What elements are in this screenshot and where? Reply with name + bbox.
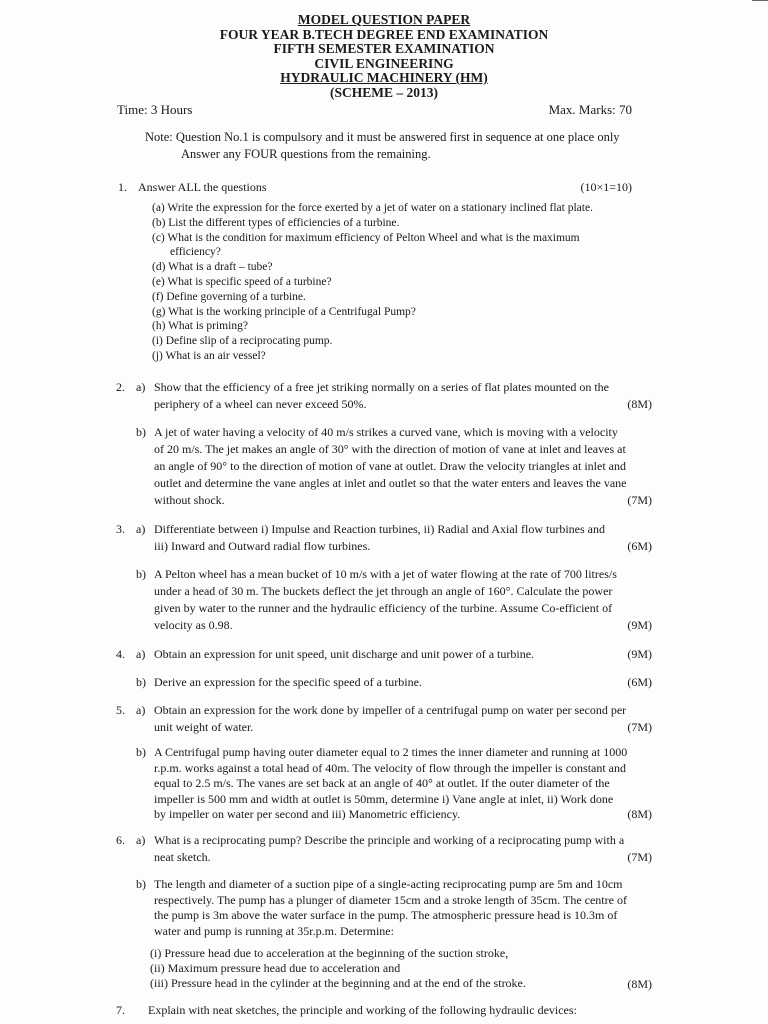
sub-question-e: (e) What is specific speed of a turbine? [152,275,332,288]
max-marks: Max. Marks: 70 [548,102,632,117]
question-marks: (9M) [627,647,652,661]
question-line: A jet of water having a velocity of 40 m/s strikes a curved vane, which is moving with a velocity [154,425,618,439]
question-line: Obtain an expression for unit speed, unit discharge and unit power of a turbine. [154,647,535,661]
header-degree: FOUR YEAR B.TECH DEGREE END EXAMINATION [219,26,549,42]
question-line: A Pelton wheel has a mean bucket of 10 m/s with a jet of water flowing at the rate of 700 litres/s [154,567,617,581]
question-6b-subparts [150,946,526,991]
question-marks: (7M) [627,720,652,734]
part-label: a) [136,647,146,661]
question-line: Show that the efficiency of a free jet striking normally on a series of flat plates mounted on the [154,380,609,394]
part-label: b) [136,425,146,439]
question-line: equal to 2.5 m/s. The vanes are set back at an angle of 40° at outlet. If the outer diameter of the [154,776,610,790]
question-line: impeller is 500 mm and width at outlet is 50mm, determine i) Vane angle at inlet, ii) Work done [154,791,614,806]
header-title: MODEL QUESTION PAPER [297,12,471,27]
question-text: Explain with neat sketches, the principle and working of the following hydraulic devices: [148,1003,577,1017]
sub-question-i: (i) Define slip of a reciprocating pump. [152,335,333,348]
question-marks: (9M) [627,618,652,632]
question-line: velocity as 0.98. [154,618,233,632]
question-line: respectively. The pump has a plunger of diameter 15cm and a stroke length of 35cm. The centre of [154,892,627,907]
sub-question-c-cont: efficiency? [170,246,221,259]
question-number: 3. [116,522,125,536]
question-marks: (8M) [627,397,652,411]
question-marks: (8M) [627,807,652,821]
sub-question-g: (g) What is the working principle of a Centrifugal Pump? [152,305,416,318]
time-allowed: Time: 3 Hours [117,102,193,117]
question-line: Obtain an expression for the work done by impeller of a centrifugal pump on water per second per [154,703,627,717]
question-1 [118,179,632,197]
question-line: What is a reciprocating pump? Describe the principle and working of a reciprocating pump with a [154,833,625,847]
question-line: of 20 m/s. The jet makes an angle of 30° with the direction of motion of vane at inlet and leaves at [154,442,626,456]
question-1-items [152,201,593,364]
question-text: Answer ALL the questions [138,180,267,194]
question-marks: (6M) [627,539,652,553]
part-label: a) [136,703,146,717]
exam-header [0,13,768,100]
header-subject: HYDRAULIC MACHINERY (HM) [280,70,488,85]
question-line: neat sketch. [154,850,211,864]
question-marks: (7M) [627,493,652,507]
question-number: 1. [118,180,127,194]
question-line: Differentiate between i) Impulse and Reaction turbines, ii) Radial and Axial flow turbines and [154,522,605,536]
question-line: given by water to the runner and the hydraulic efficiency of the turbine. Assume Co-efficient of [154,601,613,615]
question-marks: (10×1=10) [580,180,632,194]
note-line-1: Note: Question No.1 is compulsory and it must be answered first in sequence at one place only [145,130,620,144]
question-line: outlet and determine the vane angles at inlet and outlet so that the water enters and leaves the vane [154,476,627,490]
sub-question-j: (j) What is an air vessel? [152,349,266,362]
question-line: The length and diameter of a suction pipe of a single-acting reciprocating pump are 5m and 10cm [154,877,623,891]
page-edge-line [752,0,768,1]
sub-question-f: (f) Define governing of a turbine. [152,290,306,303]
part-label: a) [136,380,146,394]
question-number: 5. [116,703,125,717]
question-number: 6. [116,833,125,847]
sub-question-h: (h) What is priming? [152,320,248,333]
note-line-2: Answer any FOUR questions from the remaining. [181,147,431,161]
question-marks: (7M) [627,850,652,864]
question-line: r.p.m. works against a total head of 40m. The velocity of flow through the impeller is constant and [154,760,627,775]
question-line: Derive an expression for the specific speed of a turbine. [154,675,422,689]
header-scheme: (SCHEME – 2013) [330,84,438,100]
question-line: unit weight of water. [154,720,254,734]
question-line: by impeller on water per second and iii) Manometric efficiency. [154,807,461,821]
question-line: A Centrifugal pump having outer diameter equal to 2 times the inner diameter and running at 1000 [154,745,628,759]
sub-question-c: (c) What is the condition for maximum efficiency of Pelton Wheel and what is the maximum [152,231,580,244]
question-line: water and pump is running at 35r.p.m. Determine: [154,923,394,938]
question-line: without shock. [154,493,225,507]
part-label: a) [136,522,146,536]
question-line: under a head of 30 m. The buckets deflect the jet through an angle of 160°. Calculate the power [154,584,613,598]
part-label: b) [136,675,146,689]
question-line: iii) Inward and Outward radial flow turbines. [154,539,371,553]
question-line: the pump is 3m above the water surface in the pump. The atmospheric pressure head is 10.3m of [154,908,618,922]
subpart-ii: (ii) Maximum pressure head due to acceleration and [150,961,401,975]
instructions-note [145,129,620,163]
question-line: periphery of a wheel can never exceed 50%. [154,397,367,411]
part-label: b) [136,877,146,891]
subpart-iii: (iii) Pressure head in the cylinder at the beginning and at the end of the stroke. [150,976,526,990]
sub-question-b: (b) List the different types of efficiencies of a turbine. [152,216,400,229]
header-branch: CIVIL ENGINEERING [314,55,454,71]
question-number: 7. [116,1003,125,1017]
question-line: an angle of 90° to the direction of motion of vane at outlet. Draw the velocity triangles at inlet and [154,459,626,473]
sub-question-a: (a) Write the expression for the force exerted by a jet of water on a stationary inclined flat plate. [152,202,593,214]
part-label: b) [136,745,146,759]
part-label: b) [136,567,146,581]
question-number: 2. [116,380,125,394]
sub-question-d: (d) What is a draft – tube? [152,261,273,274]
question-marks: (6M) [627,675,652,689]
question-marks: (8M) [627,977,652,991]
header-semester: FIFTH SEMESTER EXAMINATION [273,41,495,56]
question-number: 4. [116,647,125,661]
part-label: a) [136,833,146,847]
subpart-i: (i) Pressure head due to acceleration at the beginning of the suction stroke, [150,946,509,960]
